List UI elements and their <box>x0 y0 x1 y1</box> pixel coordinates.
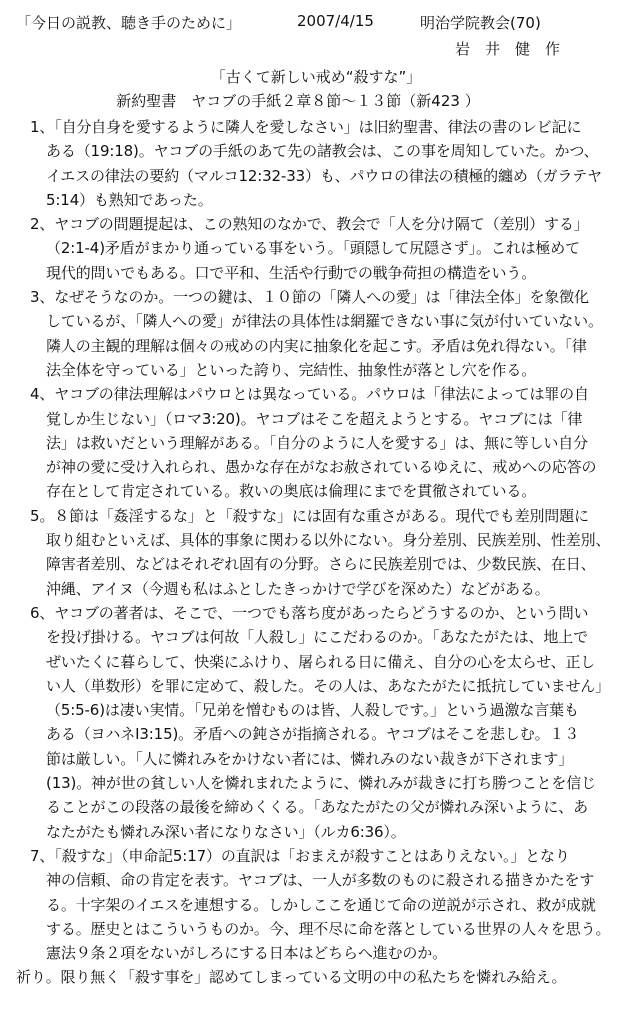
section-1 <box>30 115 628 212</box>
section-line: （5:5-6)は凄い実情。「兄弟を憎むものは皆、人殺しです。」という過激な言葉も <box>46 701 579 720</box>
section-line: い人（単数形）を罪に定めて、殺した。その人は、あなたがたに抵抗していません」 <box>46 676 611 695</box>
prayer-line: 祈り。限り無く「殺す事を」認めてしまっている文明の中の私たちを憐れみ給え。 <box>16 968 567 987</box>
header-church: 明治学院教会(70) <box>420 14 541 32</box>
section-line: 法」は救いだという理解がある。「自分のように人を愛する」は、無に等しい自分 <box>46 433 588 452</box>
section-line: イエスの律法の要約（マルコ12:32-33）も、パウロの律法の積極的纏め（ガラテヤ <box>46 166 602 185</box>
section-line: 沖縄、アイヌ（今週も私はふとしたきっかけで学びを深めた）などがある。 <box>46 579 550 598</box>
section-line: 7、「殺すな」（申命記5:17）の直訳は「おまえが殺すことはありえない。」となり <box>30 846 570 865</box>
section-line: 5。８節は「姦淫するな」と「殺すな」には固有な重さがある。現代でも差別問題に <box>30 506 589 525</box>
header-title: 「今日の説教、聴き手のために」 <box>16 14 242 32</box>
section-line: 憲法９条２項をないがしろにする日本はどちらへ進むのか。 <box>46 944 447 963</box>
section-line: 覚しか生じない」（ロマ3:20)。ヤコブはそこを超えようとする。ヤコブには「律 <box>46 409 583 428</box>
section-line: （2:1-4)矛盾がまかり通っている事をいう。「頭隠して尻隠さず」。これは極めて <box>46 239 580 258</box>
section-line: 5:14）も熟知であった。 <box>46 190 213 209</box>
section-line: を投げ掛ける。ヤコブは何故「人殺し」にこだわるのか。「あなたがたは、地上で <box>46 628 588 647</box>
section-line: しているが、「隣人への愛」が律法の具体性は網羅できない事に気が付いていない。 <box>46 312 603 331</box>
section-line: する。歴史とはこういうものか。今、理不尽に命を落としている世界の人々を思う。 <box>46 919 611 938</box>
section-line: なたがたも憐れみ深い者になりなさい」（ルカ6:36）。 <box>46 822 406 841</box>
scripture-reference: 新約聖書 ヤコブの手紙２章８節～１３節（新423 ） <box>116 92 480 110</box>
section-line: 節は厳しい。「人に憐れみをかけない者には、憐れみのない裁きが下されます」 <box>46 749 574 768</box>
section-line: (13)。神が世の貧しい人を憐れまれたように、憐れみが裁きに打ち勝つことを信じ <box>46 774 596 793</box>
section-3 <box>30 285 628 382</box>
sermon-body <box>16 115 628 990</box>
header-date: 2007/4/15 <box>297 12 374 30</box>
section-line: 3、なぜそうなのか。一つの鍵は、１０節の「隣人への愛」は「律法全体」を象徴化 <box>30 288 589 307</box>
section-7 <box>30 844 628 965</box>
section-4 <box>30 382 628 503</box>
section-line: 存在として肯定されている。救いの奥底は倫理にまでを貫徹されている。 <box>46 482 537 501</box>
header-author: 岩 井 健 作 <box>455 40 561 58</box>
section-line: 障害者差別、などはそれぞれ固有の分野。さらに民族差別では、少数民族、在日、 <box>46 555 596 574</box>
section-6 <box>30 601 628 844</box>
section-line: 6、ヤコブの著者は、そこで、一つでも落ち度があったらどうするのか、という問い <box>30 603 589 622</box>
section-line: 現代的問いでもある。口で平和、生活や行動での戦争荷担の構造をいう。 <box>46 263 537 282</box>
prayer <box>16 965 628 989</box>
section-line: 4、ヤコブの律法理解はパウロとは異なっている。パウロは「律法によっては罪の自 <box>30 385 589 404</box>
section-line: ある（19:18)。ヤコブの手紙のあて先の諸教会は、この事を周知していた。かつ、 <box>46 142 599 161</box>
section-line: ることがこの段落の最後を締めくくる。「あなたがたの父が憐れみ深いように、あ <box>46 798 588 817</box>
section-line: 法全体を守っている」といった誇り、完結性、抽象性が落とし穴を作る。 <box>46 360 537 379</box>
section-line: ぜいたくに暮らして、快楽にふけり、屠られる日に備え、自分の心を太らせ、正し <box>46 652 596 671</box>
section-line: 神の信頼、命の肯定を表す。ヤコブは、一人が多数のものに殺される描きかたをす <box>46 871 595 890</box>
section-line: 隣人の主観的理解は個々の戒めの内実に抽象化を起こす。矛盾は免れ得ない。「律 <box>46 336 587 355</box>
section-line: が神の愛に受け入れられ、愚かな存在がなお赦されているゆえに、戒めへの応答の <box>46 458 597 477</box>
section-line: ある（ヨハネⅠ3:15)。矛盾への鈍さが指摘される。ヤコブはそこを悲しむ。１３ <box>46 725 580 744</box>
sermon-title: 「古くて新しい戒め“殺すな”」 <box>210 68 422 86</box>
section-line: 取り組むといえば、具体的事象に関わる以外にない。身分差別、民族差別、性差別、 <box>46 531 611 550</box>
section-5 <box>30 504 628 601</box>
section-line: る。十字架のイエスを連想する。しかしここを通じて命の逆説が示され、救が成就 <box>46 895 596 914</box>
section-line: 1、「自分自身を愛するように隣人を愛しなさい」は旧約聖書、律法の書のレビ記に <box>30 118 582 136</box>
section-2 <box>30 212 628 285</box>
section-line: 2、ヤコブの問題提起は、この熟知のなかで、教会で「人を分け隔て（差別）する」 <box>30 215 589 234</box>
